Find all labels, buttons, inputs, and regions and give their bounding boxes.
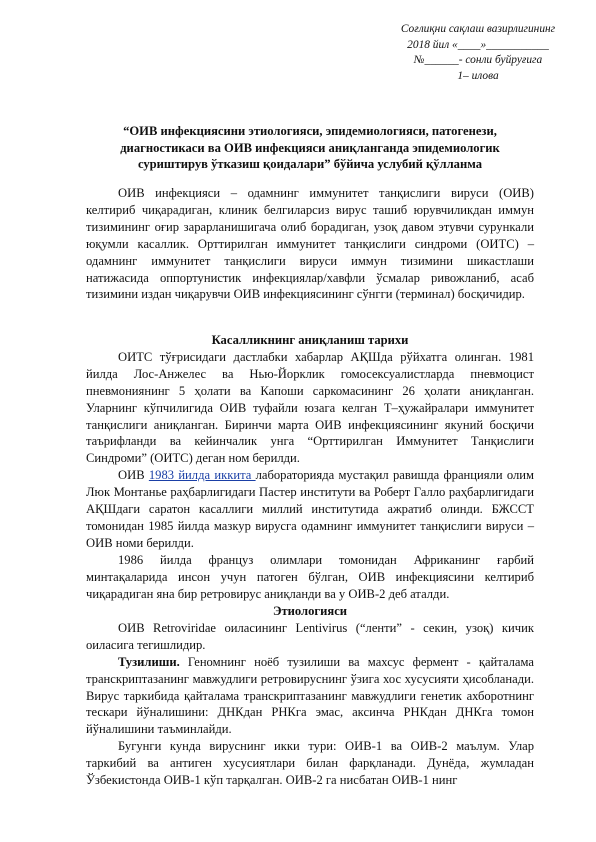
- history-p2-rest: лабораторияда мустақил равишда францияли олим Люк Монтанье раҳбарлигидаги Пастер институти ва Роберт Галло раҳбарлигидаги АҚШдаги саратон касаллиги миллий институтида ажратиб олинди. БЖССТ томонидан 1985 йилда мазкур вирусга одамнинг иммунитет танқислиги вируси – ОИВ номи берилди.: [86, 468, 534, 550]
- history-paragraph-1: ОИТС тўғрисидаги дастлабки хабарлар АҚШда рўйхатга олинган. 1981 йилда Лос-Анжелес ва Нью-Йорклик гомосексуалистларда пневмоцист пневмониянинг 5 ҳолати ва Капоши саркомасининг 26 ҳолати аниқланган. Уларнинг кўпчилигида ОИВ туфайли юзага келган Т–ҳужайралари иммунитет танқислиги аниқланган. Биринчи марта ОИВ инфекциясининг якуний босқичи таърифланди ва кейинчалик унга “Орттирилган Иммунитет Танқислиги Синдроми” (ОИТС) деган ном берилди.: [86, 349, 534, 466]
- etiology-paragraph-3: Бугунги кунда вируснинг икки тури: ОИВ-1 ва ОИВ-2 маълум. Улар таркибий ва антиген хусусиятлари билан фарқланади. Дунёда, жумладан Ўзбекистонда ОИВ-1 кўп тарқалган. ОИВ-2 га нисбатан ОИВ-1 нинг: [86, 739, 534, 788]
- intro-paragraph: ОИВ инфекцияси – одамнинг иммунитет танқислиги вируси (ОИВ) келтириб чиқарадиган, клиник белгиларсиз вирус ташиб юрувчиликдан иммун тизимининг оғир зарарланишигача олиб борадиган, узоқ давом этувчи сурункали юқумли касаллик. Орттирилган иммунитет танқислиги синдроми (ОИТС) – одамнинг иммунитет танқислиги вируси иммун тизимини шикастлаши натижасида оппортунистик инфекциялар/хавфли ўсмалар ривожланиб, асаб тизимини издан чиқарувчи ОИВ инфекциясининг сўнгги (терминал) босқичидир.: [86, 186, 534, 302]
- etiology-paragraph-2: [86, 654, 534, 739]
- history-section: [86, 332, 534, 603]
- structure-label: Тузилиши.: [118, 654, 180, 669]
- approval-line-date: 2018 йил «____»___________: [407, 38, 549, 51]
- etiology-heading: Этиологияси: [272, 604, 348, 618]
- approval-line-ministry: Соғлиқни сақлаш вазирлигининг: [400, 23, 556, 35]
- history-p2-start: ОИВ: [118, 468, 149, 483]
- approval-stamp-block: [380, 22, 576, 84]
- etiology-section: [86, 603, 534, 789]
- intro-section: [86, 185, 534, 303]
- approval-line-order: №______- сонли буйруғига: [413, 54, 543, 66]
- history-p2-link[interactable]: 1983 йилда иккита: [148, 468, 256, 483]
- structure-text: Геномнинг ноёб тузилиши ва махсус фермент - қайталама транскриптазанинг мавжудлиги ретровируснинг ўзига хос хусусияти ҳисобланади. Вирус таркибида қайталама транскриптазанинг мавжудлиги генетик ахборотнинг тескари йўналишини: ДНКдан РНКга эмас, аксинча РНКдан ДНКга томон йўналишини таъминлайди.: [86, 654, 534, 737]
- history-heading: Касалликнинг аниқланиш тарихи: [211, 333, 409, 347]
- etiology-paragraph-1: ОИВ Retroviridae оиласининг Lentivirus (“ленти” - секин, узоқ) кичик оиласига тегишлидир.: [86, 620, 534, 652]
- document-title: “ОИВ инфекциясини этиологияси, эпидемиологияси, патогенези, диагностикаси ва ОИВ инфекцияси аниқланганда эпидемиологик суриштирув ўтказиш қоидалари” бўйича услубий қўлланма: [120, 124, 500, 172]
- approval-line-appendix: 1– илова: [457, 69, 499, 82]
- history-paragraph-2: [86, 467, 534, 552]
- history-paragraph-3: 1986 йилда француз олимлари томонидан Африканинг ғарбий минтақаларида инсон учун патоген бўлган, ОИВ инфекциясини келтириб чиқарадиган яна бир ретровирус аниқланди ва у ОИВ-2 деб аталди.: [86, 552, 534, 601]
